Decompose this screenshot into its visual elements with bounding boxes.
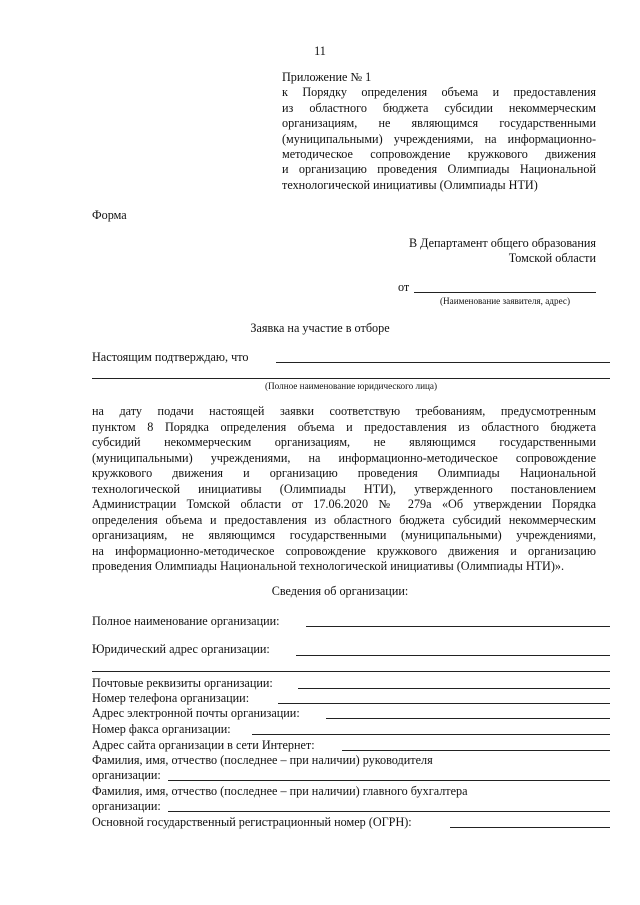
appendix-title: Приложение № 1 [282, 70, 372, 84]
ogrn-input-line[interactable] [450, 827, 610, 828]
accountant-input-line[interactable] [168, 811, 610, 812]
legal-entity-input-line[interactable] [276, 362, 610, 363]
applicant-input-line[interactable] [414, 292, 596, 293]
full-name-input-line[interactable] [306, 626, 610, 627]
ogrn-label: Основной государственный регистрационный номер (ОГРН): [92, 815, 412, 829]
legal-address-input-line[interactable] [296, 655, 610, 656]
appendix-line: методическое сопровождение кружкового движения [282, 147, 596, 161]
from-label: от [398, 280, 410, 294]
body-line: кружкового движения и организацию проведения Олимпиады Национальной [92, 466, 596, 480]
page-number: 11 [314, 44, 326, 58]
phone-label: Номер телефона организации: [92, 691, 250, 705]
form-heading: Заявка на участие в отборе [250, 321, 390, 335]
website-label: Адрес сайта организации в сети Интернет: [92, 738, 315, 752]
appendix-line: к Порядку определения объема и предоставления [282, 85, 596, 100]
from-caption: (Наименование заявителя, адрес) [439, 296, 571, 306]
body-line: на информационно-методическое сопровождение кружкового движения и организацию [92, 543, 596, 558]
body-line: проведения Олимпиады Национальной технологической инициативы (Олимпиады НТИ)». [92, 559, 565, 573]
form-label: Форма [92, 208, 127, 222]
head-label: Фамилия, имя, отчество (последнее – при наличии) руководителя [92, 753, 433, 767]
legal-address-label: Юридический адрес организации: [92, 642, 270, 656]
website-input-line[interactable] [342, 750, 610, 751]
body-line: субсидий некоммерческим организациям, не являющимся государственными [92, 435, 596, 449]
confirm-caption: (Полное наименование юридического лица) [264, 381, 438, 391]
body-line: Администрации Томской области от 17.06.2020 № 279а «Об утверждении Порядка [92, 497, 596, 511]
phone-input-line[interactable] [278, 703, 610, 704]
accountant-label: Фамилия, имя, отчество (последнее – при наличии) главного бухгалтера [92, 784, 468, 798]
legal-address-input-line-2[interactable] [92, 671, 610, 672]
body-line: организациям, не являющимся государственными (муниципальными) учреждениями, [92, 528, 596, 542]
appendix-line: (муниципальными) учреждениями, на информационно- [282, 131, 596, 146]
email-input-line[interactable] [326, 718, 610, 719]
fax-input-line[interactable] [252, 734, 610, 735]
section-title: Сведения об организации: [271, 584, 409, 598]
body-line: (муниципальными) учреждениями, на информационно-методическое сопровождение [92, 450, 596, 465]
legal-entity-input-line-2[interactable] [92, 378, 610, 379]
body-line: на дату подачи настоящей заявки соответствую требованиям, предусмотренным [92, 404, 596, 418]
head-input-line[interactable] [168, 780, 610, 781]
body-line: пунктом 8 Порядка определения объема и предоставления из областного бюджета [92, 419, 596, 434]
addressee-line2: Томской области [508, 251, 596, 265]
appendix-line: технологической инициативы (Олимпиады НТИ) [282, 177, 538, 192]
addressee-line1: В Департамент общего образования [408, 236, 596, 250]
appendix-line: организациям, не являющимся государственными [282, 116, 596, 131]
accountant-label-cont: организации: [92, 799, 161, 813]
email-label: Адрес электронной почты организации: [92, 706, 300, 720]
body-line: определения объема и предоставления из областного бюджета субсидий некоммерческим [92, 512, 596, 527]
appendix-line: и организацию проведения Олимпиады Национальной [282, 162, 596, 177]
postal-label: Почтовые реквизиты организации: [92, 676, 273, 690]
full-name-label: Полное наименование организации: [92, 614, 280, 628]
fax-label: Номер факса организации: [92, 722, 231, 736]
postal-input-line[interactable] [298, 688, 610, 689]
body-line: технологической инициативы (Олимпиады НТИ), утвержденного постановлением [92, 481, 596, 496]
head-label-cont: организации: [92, 768, 161, 782]
appendix-line: из областного бюджета субсидии некоммерческим [282, 100, 596, 115]
confirm-label: Настоящим подтверждаю, что [92, 350, 249, 364]
